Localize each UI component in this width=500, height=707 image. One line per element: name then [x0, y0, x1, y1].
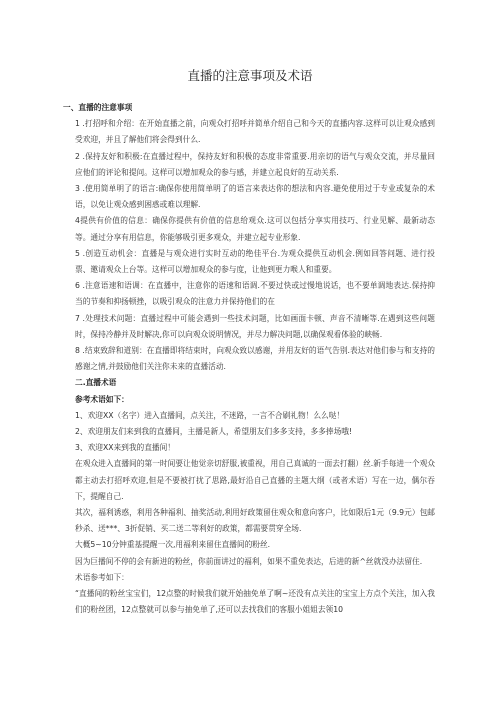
reference-item: 2、欢迎朋友们来到我的直播间，主播是新人，希望朋友们多多支持，多多捧场哦! [75, 427, 353, 437]
section-heading-1: 一、直播的注意事项 [63, 103, 133, 112]
reference-item: 1、欢迎XX（名字）进入直播间，点关注，不迷路，一言不合刷礼物！么么哒！ [75, 410, 345, 420]
paragraph: 大概5~10分钟重基提醒一次,用福利来留住直播间的粉丝. [75, 540, 271, 550]
document-body [63, 100, 435, 619]
section-heading-2: 二.直播术语 [75, 378, 117, 388]
paragraph: 其次，福利诱惑，利用各种福利、抽奖活动,利用好政策留住观众和意向客户，比如限后1元（9.9元）包邮秒杀、送***、3折促销、买二送二等利好的政策，都需要贯穿全场. [75, 508, 435, 534]
paragraph: 3 .使用简单明了的语言:确保你使用简单明了的语言来表达你的想法和内容.避免使用过于专业或复杂的术语，以免让观众感到困惑或难以理解. [75, 184, 435, 210]
paragraph: 1 .打招呼和介绍：在开始直播之前，向观众打招呼并简单介绍自己和今天的直播内容.这样可以让观众感到受欢迎，并且了解他们将会得到什么. [75, 119, 435, 145]
paragraph: 因为巨播间不停的会有新进的粉丝，你前面讲过的福利，如果不重免表达，后进的新^丝就没办法留住. [75, 556, 423, 566]
reference-heading: 参考术语如下： [75, 394, 129, 404]
paragraph: 在观众进入直播间的第一时间要让他觉亲切舒服,被重视，用自己真诚的一面去打翻）丝.新手每进一个观众都主动去打招呼欢迎,但是不要被打扰了思路,最好沿自己直播的主题大纲（或者术语）写在一边，偶尔吞下，提醒自己. [75, 459, 435, 501]
document-title: 直播的注意事项及术语 [187, 68, 313, 83]
paragraph: 5 .创造互动机会：直播是与观众进行实时互动的绝佳平台.为观众提供互动机会.例如回答问题、进行投票、邀请观众上台等。这样可以增加观众的参与度，让他到更力喉人和重要。 [75, 248, 435, 275]
paragraph: 8 .结束致辞和道别：在直播即将结束时，向观众致以感谢，并用友好的语气告别.表达对他们参与和支持的感谢之情,并鼓励他们关注你未来的直播活动. [75, 346, 435, 372]
paragraph: “直播间的粉丝宝宝们，12点整的时候我们就开始抽免单了啊~还没有点关注的宝宝上方点个关注，加入我们的粉丝团，12点整就可以参与抽免单了,还可以去找我们的客服小姐姐去领10 [75, 589, 435, 615]
reference-item: 3、欢迎XX来到我的直播间！ [75, 443, 175, 453]
paragraph: 术语参考如下： [75, 572, 129, 582]
paragraph: 7 .处理技术问题：直播过程中可能会遇到一些技术问题，比如画面卡顿、声音不清晰等.在遇到这些问题时，保持冷静并及时解决,你可以向观众说明情况，并尽力解决问题,以确保观看体验的峡畅. [75, 313, 435, 339]
paragraph: 4提供有价值的信息：确保你提供有价值的信息给观众.这可以包括分享实用技巧、行业见解、最新动态等。通过分享有用信息，你能够吸引更多观众，并建立起专业形象. [75, 216, 435, 242]
paragraph: 2 .保持友好和积极:在直播过程中，保持友好和积极的态度非常重要.用亲切的语气与观众交流，并尽量回应他们的评论和提问。这样可以增加观众的参与感，并建立起良好的互动关系. [75, 151, 435, 177]
paragraph: 6 .注意语速和语调：在直播中，注意你的语速和语调.不要过快或过慢地说话，也不要单调地表达.保持抑当的节奏和抑扬顿挫，以吸引观众的注意力并保持他们的在 [75, 281, 435, 307]
